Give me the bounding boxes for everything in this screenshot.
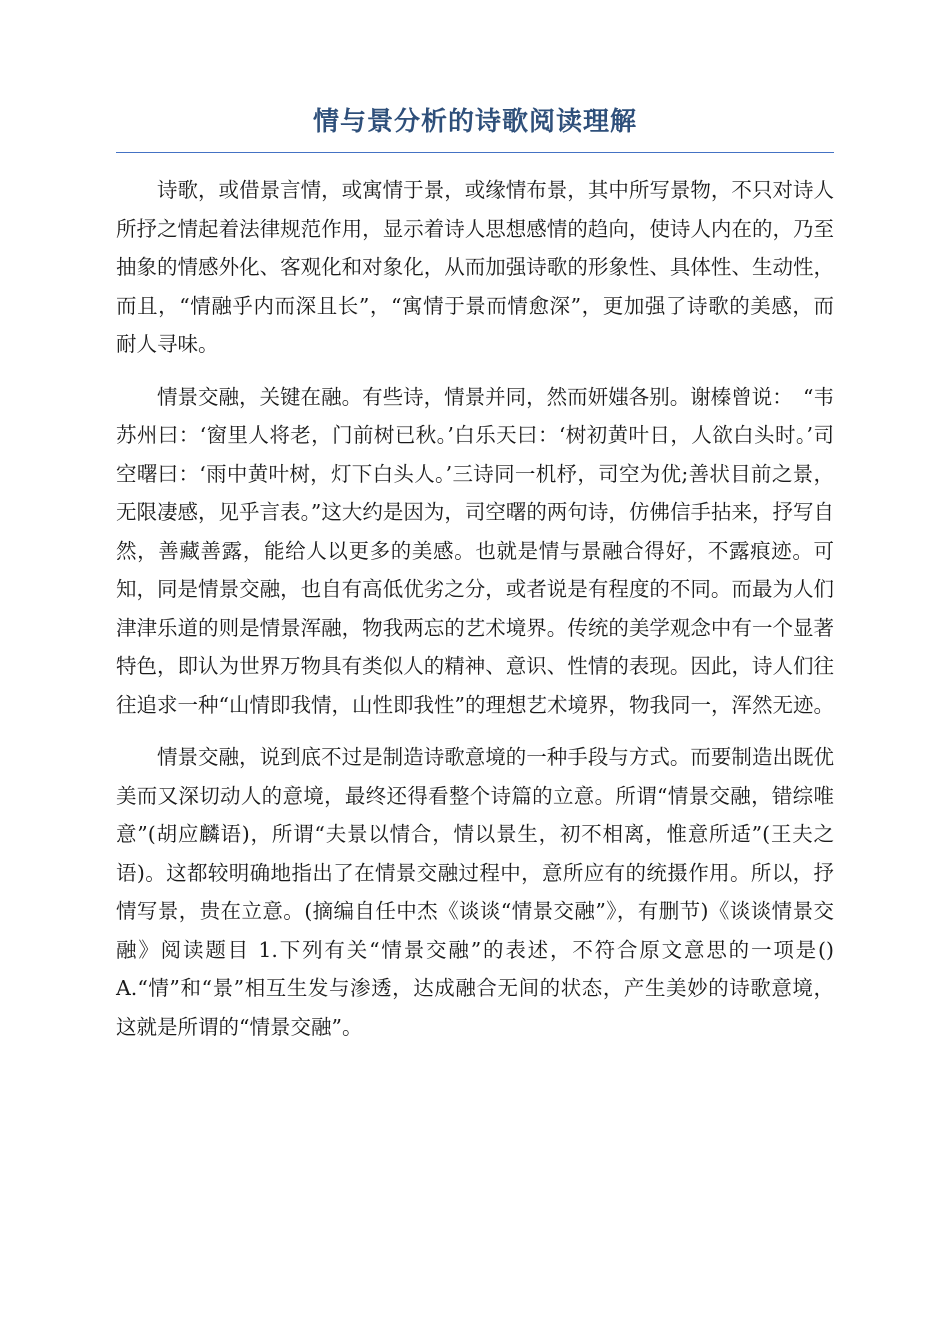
paragraph-1: 诗歌，或借景言情，或寓情于景，或缘情布景，其中所写景物，不只对诗人所抒之情起着法律规范作用，显示着诗人思想感情的趋向，使诗人内在的，乃至抽象的情感外化、客观化和对象化，从而加强诗歌的形象性、具体性、生动性，而且，“情融乎内而深且长”，“寓情于景而情愈深”，更加强了诗歌的美感，而耐人寻味。 bbox=[116, 178, 834, 356]
title-underline bbox=[116, 152, 834, 153]
paragraph-3: 情景交融，说到底不过是制造诗歌意境的一种手段与方式。而要制造出既优美而又深切动人的意境，最终还得看整个诗篇的立意。所谓“情景交融，错综唯意”(胡应麟语)，所谓“夫景以情合，情以景生，初不相离，惟意所适”(王夫之语)。这都较明确地指出了在情景交融过程中，意所应有的统摄作用。所以，抒情写景，贵在立意。(摘编自任中杰《谈谈“情景交融”》，有删节)《谈谈情景交融》阅读题目 1.下列有关“情景交融”的表述，不符合原文意思的一项是()A.“情”和“景”相互生发与渗透，达成融合无间的状态，产生美妙的诗歌意境，这就是所谓的“情景交融”。 bbox=[116, 745, 834, 1039]
document-page bbox=[116, 100, 834, 1060]
paragraph-2: 情景交融，关键在融。有些诗，情景并同，然而妍媸各别。谢榛曾说： “韦苏州曰：‘窗里人将老，门前树已秋。’白乐天曰：‘树初黄叶日，人欲白头时。’司空曙曰：‘雨中黄叶树，灯下白头人。’三诗同一机杼，司空为优;善状目前之景，无限凄感，见乎言表。”这大约是因为，司空曙的两句诗，仿佛信手拈来，抒写自然，善藏善露，能给人以更多的美感。也就是情与景融合得好，不露痕迹。可知，同是情景交融，也自有高低优劣之分，或者说是有程度的不同。而最为人们津津乐道的则是情景浑融，物我两忘的艺术境界。传统的美学观念中有一个显著特色，即认为世界万物具有类似人的精神、意识、性情的表现。因此，诗人们往往追求一种“山情即我情，山性即我性”的理想艺术境界，物我同一，浑然无迹。 bbox=[116, 384, 834, 717]
document-title: 情与景分析的诗歌阅读理解 bbox=[312, 107, 637, 137]
